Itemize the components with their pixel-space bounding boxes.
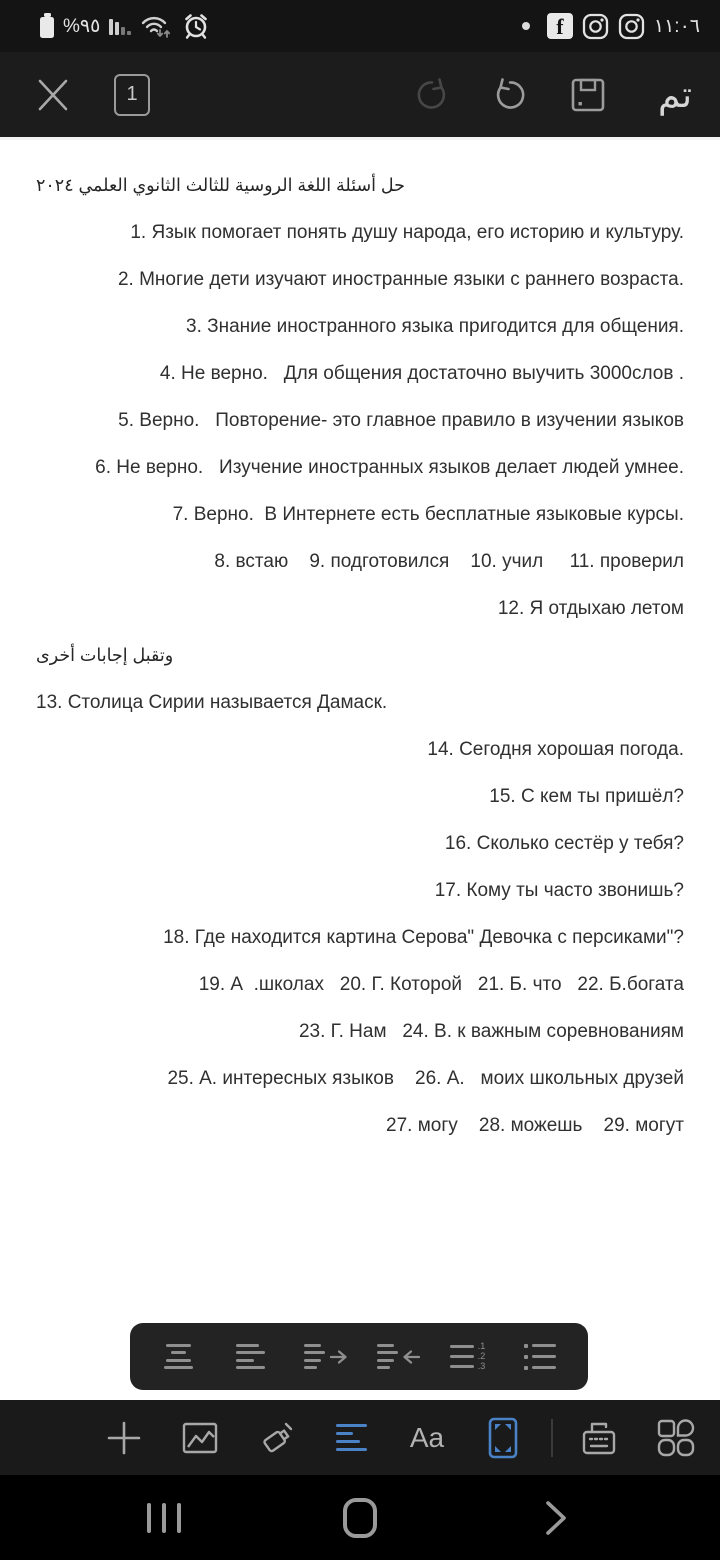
close-button[interactable] xyxy=(34,76,72,114)
format-painter-button[interactable] xyxy=(248,1410,304,1466)
document-line[interactable]: 3. Знание иностранного языка пригодится для общения. xyxy=(186,315,684,337)
clock-time: ١١:٠٦ xyxy=(653,15,700,37)
back-chevron-icon xyxy=(543,1498,569,1538)
status-left-group xyxy=(40,11,211,41)
document-line[interactable]: 17. Кому ты часто звонишь? xyxy=(434,879,684,901)
instagram-icon xyxy=(582,13,609,40)
document-line[interactable]: 5. Верно. Повторение- это главное правило в изучении языков xyxy=(118,409,684,431)
save-button[interactable] xyxy=(566,73,610,117)
arrow-left-icon xyxy=(402,1349,420,1365)
image-button[interactable] xyxy=(172,1410,228,1466)
page-indicator-button[interactable] xyxy=(114,74,150,116)
paragraph-format-bar xyxy=(130,1323,588,1390)
page-view-button[interactable] xyxy=(475,1410,531,1466)
notification-dot xyxy=(522,22,530,30)
status-bar xyxy=(0,0,720,52)
recents-icon xyxy=(147,1503,181,1533)
home-icon xyxy=(343,1498,377,1538)
tools-grid-button[interactable] xyxy=(648,1410,704,1466)
format-painter-icon xyxy=(255,1418,297,1458)
document-line[interactable]: 19. А .школах 20. Г. Которой 21. Б. что 22. Б.богата xyxy=(198,973,684,995)
done-button[interactable]: تم xyxy=(658,73,692,115)
indent-increase-icon xyxy=(304,1344,325,1370)
keyboard-button[interactable] xyxy=(572,1410,628,1466)
close-icon xyxy=(34,76,72,114)
insert-button[interactable] xyxy=(96,1410,152,1466)
document-line[interactable]: 15. С кем ты пришёл? xyxy=(489,785,684,807)
indent-increase-button[interactable] xyxy=(296,1332,350,1382)
numbered-list-icon: .1 .2 .3 xyxy=(450,1345,486,1368)
align-left-button[interactable] xyxy=(223,1332,277,1382)
document-line[interactable]: 13. Столица Сирии называется Дамаск. xyxy=(36,691,388,713)
paragraph-align-icon xyxy=(336,1424,367,1452)
battery-icon xyxy=(40,17,54,38)
alarm-clock-icon xyxy=(181,11,211,41)
document-line[interactable]: 7. Верно. В Интернете есть бесплатные языковые курсы. xyxy=(172,503,684,525)
redo-icon xyxy=(412,75,452,115)
recents-button[interactable] xyxy=(142,1493,186,1543)
page-view-icon xyxy=(487,1416,519,1460)
keyboard-icon xyxy=(578,1417,622,1459)
bulleted-list-button[interactable] xyxy=(513,1332,567,1382)
android-nav-bar xyxy=(0,1475,720,1560)
document-line[interactable]: وتقبل إجابات أخرى xyxy=(36,645,174,665)
page-indicator-label: 1 xyxy=(126,83,138,105)
document-line[interactable]: 23. Г. Нам 24. В. к важным соревнованиям xyxy=(298,1020,684,1042)
document-line[interactable]: 25. А. интересных языков 26. А. моих школьных друзей xyxy=(167,1067,684,1089)
document-line[interactable]: 27. могу 28. можешь 29. могут xyxy=(386,1114,684,1136)
instagram-icon xyxy=(618,13,645,40)
document-line[interactable]: 6. Не верно. Изучение иностранных языков делает людей умнее. xyxy=(95,456,684,478)
document-line[interactable]: 12. Я отдыхаю летом xyxy=(497,597,684,619)
status-right-group xyxy=(522,13,700,40)
undo-button[interactable] xyxy=(490,75,530,115)
plus-icon xyxy=(105,1419,143,1457)
align-center-button[interactable] xyxy=(151,1332,205,1382)
home-button[interactable] xyxy=(338,1493,382,1543)
document-line[interactable]: 1. Язык помогает понять душу народа, его историю и культуру. xyxy=(130,221,684,243)
font-button[interactable] xyxy=(399,1410,455,1466)
tools-grid-icon xyxy=(655,1417,697,1459)
bulleted-list-icon xyxy=(524,1344,556,1370)
toolbar-divider xyxy=(551,1419,553,1457)
font-icon: Aa xyxy=(409,1421,445,1453)
indent-decrease-button[interactable] xyxy=(368,1332,422,1382)
undo-icon xyxy=(490,75,530,115)
signal-bars-icon xyxy=(109,18,131,35)
wifi-icon xyxy=(140,13,172,39)
align-center-icon xyxy=(164,1344,193,1370)
numbered-list-button[interactable] xyxy=(440,1332,494,1382)
paragraph-align-button[interactable] xyxy=(323,1410,379,1466)
document-line[interactable]: 16. Сколько сестёр у тебя? xyxy=(444,832,684,854)
document-line[interactable]: حل أسئلة اللغة الروسية للثالث الثانوي العلمي ٢٠٢٤ xyxy=(36,175,405,195)
save-icon xyxy=(566,73,610,117)
battery-percent: %٩٥ xyxy=(63,15,101,37)
indent-decrease-icon xyxy=(377,1344,398,1370)
document-lines xyxy=(0,140,720,1149)
back-button[interactable] xyxy=(534,1493,578,1543)
redo-button[interactable] xyxy=(412,75,452,115)
document-line[interactable]: 4. Не верно. Для общения достаточно выучить 3000слов . xyxy=(159,362,684,384)
app-toolbar xyxy=(0,52,720,137)
document-line[interactable]: 2. Многие дети изучают иностранные языки с раннего возраста. xyxy=(117,268,684,290)
document-line[interactable]: 14. Сегодня хорошая погода. xyxy=(427,738,684,760)
image-icon xyxy=(181,1421,219,1455)
document-canvas[interactable] xyxy=(0,137,720,1400)
facebook-icon: f xyxy=(547,13,573,39)
document-line[interactable]: 8. встаю 9. подготовился 10. учил 11. проверил xyxy=(214,550,684,572)
arrow-right-icon xyxy=(330,1349,348,1365)
document-line[interactable]: 18. Где находится картина Серова" Девочка с персиками"? xyxy=(163,926,684,948)
align-left-icon xyxy=(236,1344,265,1370)
editor-toolbar xyxy=(0,1400,720,1475)
